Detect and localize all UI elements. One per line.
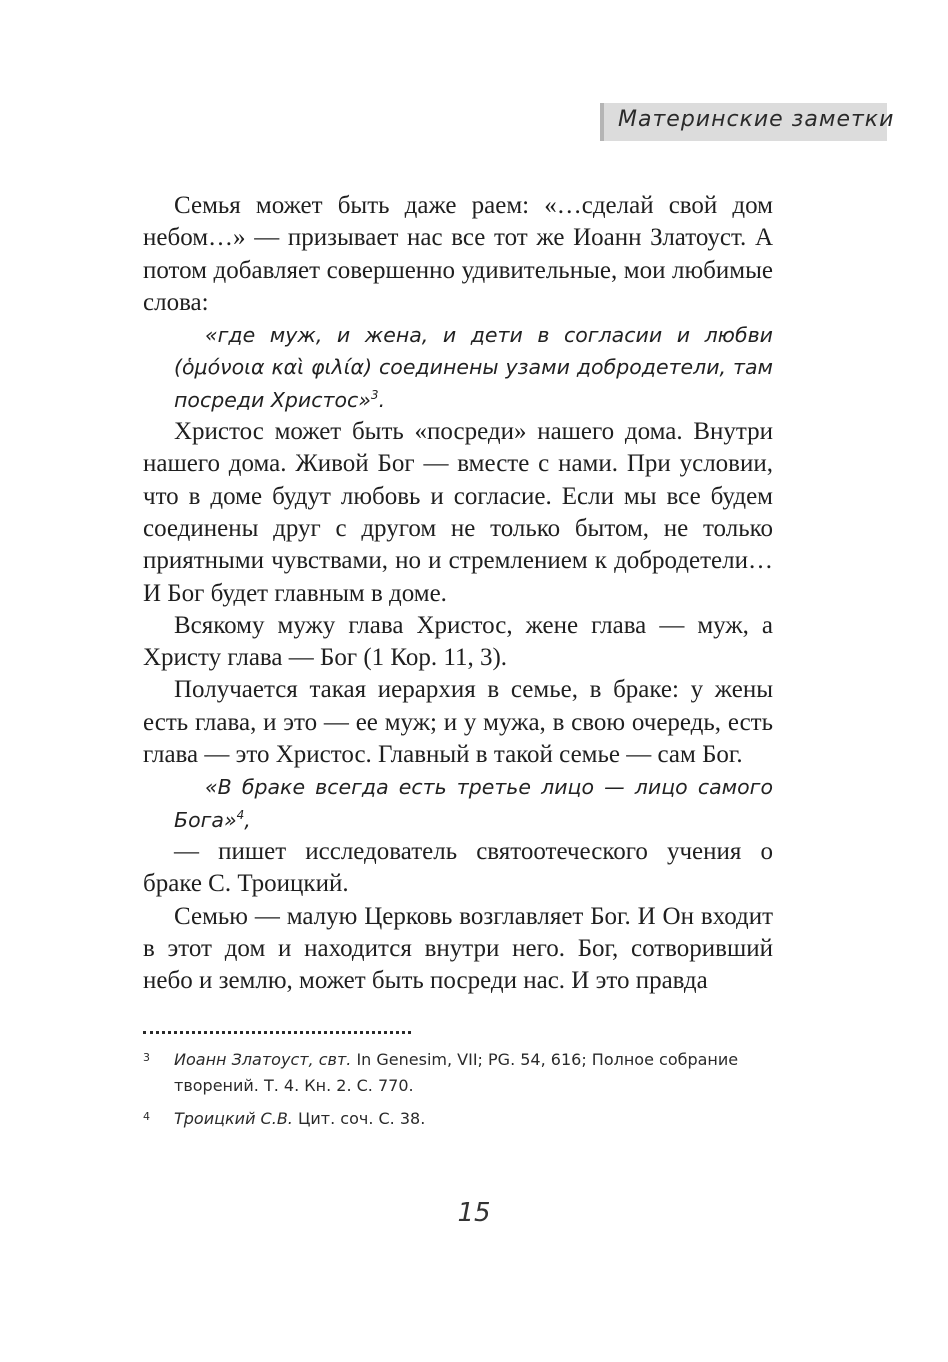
running-header-title: Материнские заметки xyxy=(618,107,895,132)
footnote-3 xyxy=(143,1047,773,1099)
footnote-ref-3[interactable]: 3 xyxy=(370,387,379,402)
running-header-tab xyxy=(600,103,895,141)
quote-1-text: «где муж, и жена, и дети в согласии и любви (ὁμόνοια καὶ φιλία) соединены узами добродетели, там посреди Христос» xyxy=(174,323,773,412)
footnotes xyxy=(143,1047,773,1139)
footnote-number: 4 xyxy=(143,1110,150,1123)
paragraph-2: Христос может быть «посреди» нашего дома. Внутри нашего дома. Живой Бог — вместе с нами. При условии, что в доме будут любовь и согласие. Если мы все будем соединены друг с другом не только бытом, не только приятными чувствами, но и стремлением к добродетели… И Бог будет главным в доме. xyxy=(143,418,773,607)
footnote-4 xyxy=(143,1106,773,1132)
paragraph-3: Всякому мужу глава Христос, жене глава — муж, а Христу глава — Бог (1 Кор. 11, 3). xyxy=(143,611,773,672)
footnote-text: In Genesim, VII; PG. 54, 616; Полное собрание творений. Т. 4. Кн. 2. С. 770. xyxy=(174,1050,739,1095)
quote-1-tail: . xyxy=(378,387,386,412)
paragraph-5: — пишет исследователь святоотеческого учения о браке С. Троицкий. xyxy=(143,837,773,898)
footnote-number: 3 xyxy=(143,1051,150,1064)
quote-2-tail: , xyxy=(244,807,251,832)
quote-1 xyxy=(143,319,773,416)
footnote-text: Цит. соч. С. 38. xyxy=(297,1109,426,1128)
footnote-author: Иоанн Златоуст, свт. xyxy=(174,1050,352,1069)
footnote-ref-4[interactable]: 4 xyxy=(236,807,245,822)
quote-2-text: «В браке всегда есть третье лицо — лицо самого Бога» xyxy=(174,775,773,832)
quote-2 xyxy=(143,771,773,836)
main-text xyxy=(143,190,773,997)
footnote-author: Троицкий С.В. xyxy=(174,1109,293,1128)
page-number: 15 xyxy=(457,1198,491,1228)
paragraph-4: Получается такая иерархия в семье, в браке: у жены есть глава, и это — ее муж; и у мужа, в свою очередь, есть глава — это Христос. Главный в такой семье — сам Бог. xyxy=(143,676,773,769)
footnote-separator xyxy=(143,1031,411,1034)
paragraph-6: Семью — малую Церковь возглавляет Бог. И Он входит в этот дом и находится внутри него. Бог, сотворивший небо и землю, может быть посреди нас. И это правда xyxy=(143,902,773,995)
paragraph-1: Семья может быть даже раем: «…сделай свой дом небом…» — призывает нас все тот же Иоанн Златоуст. А потом добавляет совершенно удивительные, мои любимые слова: xyxy=(143,192,773,316)
